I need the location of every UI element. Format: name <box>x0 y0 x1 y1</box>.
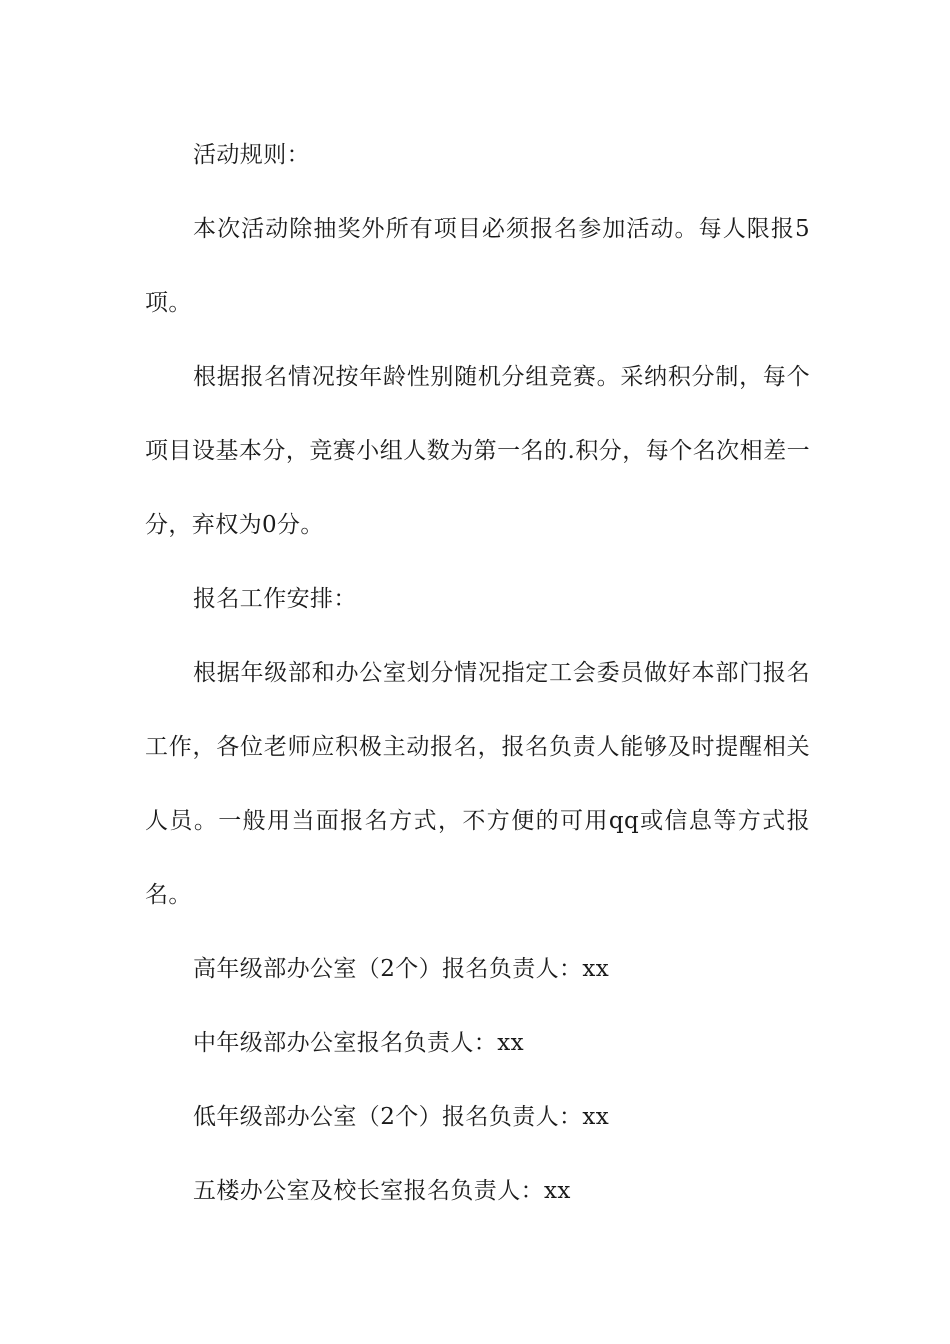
paragraph-registration-limit: 本次活动除抽奖外所有项目必须报名参加活动。每人限报5项。 <box>145 216 810 316</box>
heading-registration-arrangement: 报名工作安排： <box>193 586 357 612</box>
contact-middle-grade-office: 中年级部办公室报名负责人：xx <box>193 1030 524 1056</box>
paragraph-registration-method: 根据年级部和办公室划分情况指定工会委员做好本部门报名工作，各位老师应积极主动报名，报名负责人能够及时提醒相关人员。一般用当面报名方式，不方便的可用qq或信息等方式报名。 <box>145 660 810 908</box>
heading-activity-rules: 活动规则： <box>193 142 310 168</box>
contact-senior-grade-office: 高年级部办公室（2个）报名负责人：xx <box>193 956 610 982</box>
paragraph-scoring-rules: 根据报名情况按年龄性别随机分组竞赛。采纳积分制，每个项目设基本分，竞赛小组人数为第一名的.积分，每个名次相差一分，弃权为0分。 <box>145 364 810 538</box>
contact-junior-grade-office: 低年级部办公室（2个）报名负责人：xx <box>193 1104 610 1130</box>
document-body <box>145 118 810 1228</box>
contact-fifth-floor-office: 五楼办公室及校长室报名负责人：xx <box>193 1178 571 1204</box>
